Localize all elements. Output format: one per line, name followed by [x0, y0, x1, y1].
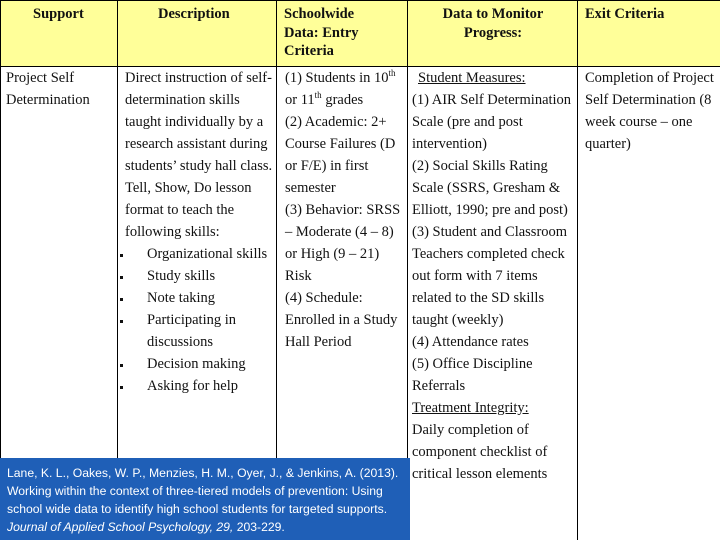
citation-box	[0, 458, 410, 540]
measure-attendance: (4) Attendance rates	[412, 334, 529, 350]
skills-list	[125, 243, 275, 397]
measure-odr: (5) Office Discipline Referrals	[412, 356, 533, 394]
entry-schedule: (4) Schedule: Enrolled in a Study Hall Period	[285, 290, 398, 350]
measure-air: (1) AIR Self Determination Scale (pre and post intervention)	[412, 92, 572, 152]
citation-journal: Journal of Applied School Psychology, 29,	[7, 520, 234, 534]
header-entry-criteria: Schoolwide Data: Entry Criteria	[284, 6, 359, 59]
list-item: Participating in discussions	[125, 309, 275, 353]
list-item: Decision making	[125, 353, 275, 375]
description-cell	[125, 67, 275, 397]
entry-criteria-cell	[285, 67, 409, 353]
header-monitor-progress: Data to Monitor Progress:	[442, 6, 544, 41]
table-border-top	[0, 0, 720, 1]
list-item: Note taking	[125, 287, 275, 309]
description-intro: Direct instruction of self-determination skills taught individually by a research assistant during students’ study hall class.	[125, 70, 273, 174]
student-measures-heading: Student Measures:	[418, 70, 526, 86]
entry-grades: (1) Students in 10th or 11th grades	[285, 68, 396, 108]
measure-ssrs: (2) Social Skills Rating Scale (SSRS, Gresham & Elliott, 1990; pre and post)	[412, 158, 568, 218]
header-description: Description	[158, 6, 230, 22]
monitor-cell	[412, 67, 572, 485]
description-format: Tell, Show, Do lesson format to teach the following skills:	[125, 180, 252, 240]
list-item: Organizational skills	[125, 243, 275, 265]
entry-academic: (2) Academic: 2+ Course Failures (D or F/E) in first semester	[285, 114, 396, 196]
column-divider	[577, 0, 578, 540]
list-item: Asking for help	[125, 375, 275, 397]
citation-text: Lane, K. L., Oakes, W. P., Menzies, H. M., Oyer, J., & Jenkins, A. (2013). Working within the context of three-tiered models of prevention: Using school wide data to identify high school students for targeted supports.	[7, 466, 399, 516]
header-exit-criteria: Exit Criteria	[585, 6, 665, 22]
exit-criteria-cell: Completion of Project Self Determination (8 week course – one quarter)	[585, 70, 714, 152]
list-item: Study skills	[125, 265, 275, 287]
entry-behavior: (3) Behavior: SRSS – Moderate (4 – 8) or High (9 – 21) Risk	[285, 202, 401, 284]
treatment-integrity-text: Daily completion of component checklist of critical lesson elements	[412, 422, 548, 482]
header-support: Support	[33, 6, 84, 22]
treatment-integrity-heading: Treatment Integrity:	[412, 400, 529, 416]
citation-pages: 203-229.	[236, 520, 285, 534]
measure-checkout: (3) Student and Classroom Teachers completed check out form with 7 items related to the SD skills taught (weekly)	[412, 224, 568, 328]
support-name: Project Self Determination	[6, 70, 90, 108]
